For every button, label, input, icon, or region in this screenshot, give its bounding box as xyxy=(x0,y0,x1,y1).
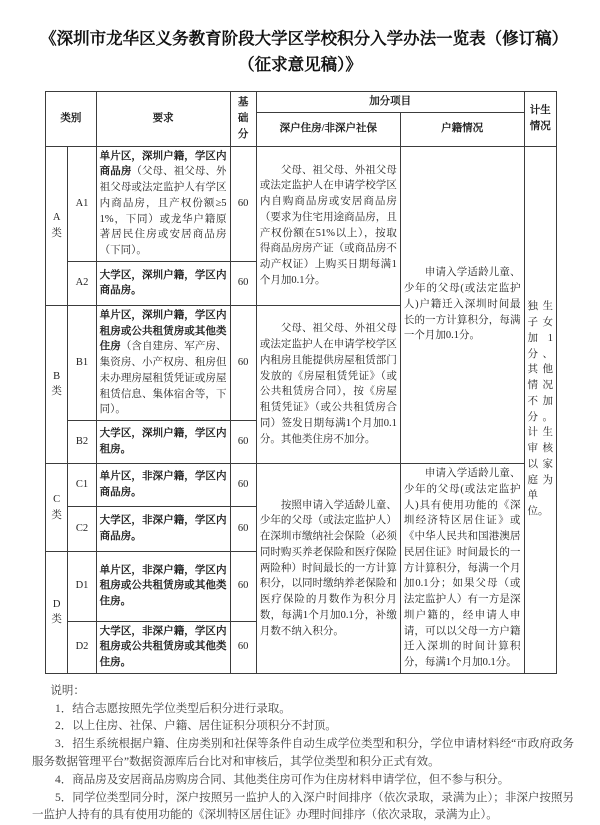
requirement-c1 xyxy=(96,464,230,507)
requirement-d1 xyxy=(96,552,230,622)
header-bonus-housing: 深户住房/非深户社保 xyxy=(256,112,400,146)
bonus-housing-cd-text: 按照申请入学适龄儿童、少年的父母（或法定监护人）在深圳市缴纳社会保险（必须同时购买养老保险和医疗保险两险种）时间最长的一方计算积分，以同时缴纳养老保险和医疗保险的月数作为积分月数，每满1个月加0.1分，补缴月数不纳入积分。 xyxy=(259,499,397,637)
category-b-label: B类 xyxy=(46,305,68,463)
bonus-hukou-ab xyxy=(400,146,524,464)
admission-score-table xyxy=(45,91,557,674)
notes-section xyxy=(32,683,574,825)
requirement-c1-main: 单片区，非深户籍，学区内商品房。 xyxy=(99,471,227,499)
header-requirement: 要求 xyxy=(96,91,230,146)
header-bonus-hukou: 户籍情况 xyxy=(400,112,524,146)
requirement-d2-main: 大学区，非深户籍，学区内租房或公共租赁房或其他类住房。 xyxy=(99,625,227,669)
bonus-housing-cd xyxy=(256,464,400,674)
base-score-b2: 60 xyxy=(230,421,256,464)
requirement-a1-main: 单片区，深圳户籍，学区内商品房 xyxy=(99,150,227,178)
base-score-d2: 60 xyxy=(230,621,256,673)
bonus-hukou-cd xyxy=(400,464,524,674)
requirement-b2-main: 大学区，深圳户籍，学区内租房。 xyxy=(99,428,227,456)
code-a1: A1 xyxy=(68,146,96,261)
table-row-a1 xyxy=(46,146,557,261)
header-bonus-group: 加分项目 xyxy=(256,91,524,112)
requirement-b2 xyxy=(96,421,230,464)
table-header-row-1 xyxy=(46,91,557,112)
requirement-b1-main: 单片区，深圳户籍，学区内租房或公共租赁房或其他类住房 xyxy=(99,309,227,353)
bonus-hukou-cd-text: 申请入学适龄儿童、少年的父母(或法定监护人)具有使用功能的《深圳经济特区居住证》或《中华人民共和国港澳居民居住证》时间最长的一方计算积分，每满一个月加0.1分；如果父母（或法定监护人）有一方是深圳户籍的，经申请人申请，可以以父母一方户籍迁入深圳的时间计算积分，每满1个月加0.1分。 xyxy=(403,468,521,669)
requirement-b1-detail: （含自建房、军产房、集资房、小产权房、租房但未办理房屋租赁凭证或房屋租赁信息、集体宿舍等，下同）。 xyxy=(99,341,227,416)
code-d2: D2 xyxy=(68,621,96,673)
requirement-b1 xyxy=(96,305,230,420)
header-base-score: 基础分 xyxy=(230,91,256,146)
base-score-b1: 60 xyxy=(230,305,256,420)
requirement-c2-main: 大学区，非深户籍，学区内商品房。 xyxy=(99,515,227,543)
note-4: 4．商品房及安居商品房购房合同、其他类住房可作为住房材料申请学位，但不参与积分。 xyxy=(55,773,510,786)
requirement-c2 xyxy=(96,507,230,552)
base-score-a2: 60 xyxy=(230,261,256,305)
base-score-c2: 60 xyxy=(230,507,256,552)
code-c1: C1 xyxy=(68,464,96,507)
header-category: 类别 xyxy=(46,91,97,146)
bonus-housing-b-text: 父母、祖父母、外祖父母或法定监护人在申请学校学区内租房且能提供房屋租赁部门发放的《房屋租赁凭证》（或公共租赁房合同），按《房屋租赁凭证》（或公共租赁房合同）签发日期每满1个月加0.1分。其他类住房不加分。 xyxy=(259,323,397,445)
bonus-housing-a-text: 父母、祖父母、外祖父母或法定监护人在申请学校学区内自购商品房或安居商品房（要求为住宅用途商品房，且产权份额在51%以上），按取得商品房房产证（或商品房不动产权证）上购买日期每满1个月加0.1分。 xyxy=(259,164,397,286)
bonus-hukou-ab-text: 申请入学适龄儿童、少年的父母(或法定监护人)户籍迁入深圳时间最长的一方计算积分，每满一个月加0.1分。 xyxy=(403,267,521,342)
requirement-a2-main: 大学区，深圳户籍，学区内商品房。 xyxy=(99,269,227,297)
family-planning-cell: 独生子女加1分、其他情况不加分。计生审核以家庭为单位。 xyxy=(524,146,556,673)
note-1: 1．结合志愿按照先学位类型后积分进行录取。 xyxy=(55,702,291,715)
category-c-label: C类 xyxy=(46,464,68,552)
bonus-housing-b xyxy=(256,305,400,463)
note-3: 3．招生系统根据户籍、住房类别和社保等条件自动生成学位类型和积分，学位申请材料经“市政府政务服务数据管理平台”数据资源库后台比对和审核后，其学位类型和积分正式有效。 xyxy=(32,738,574,769)
requirement-a1-detail: （父母、祖父母、外祖父母或法定监护人有学区内商品房，且产权份额≥51%，下同）或龙华户籍原著居民住房或安居商品房（下同）。 xyxy=(99,166,227,257)
requirement-d1-main: 单片区，非深户籍，学区内租房或公共租赁房或其他类住房。 xyxy=(99,564,227,608)
code-c2: C2 xyxy=(68,507,96,552)
requirement-a1 xyxy=(96,146,230,261)
bonus-housing-a xyxy=(256,146,400,305)
code-b1: B1 xyxy=(68,305,96,420)
code-b2: B2 xyxy=(68,421,96,464)
requirement-d2 xyxy=(96,621,230,673)
note-5: 5．同学位类型同分时，深户按照另一监护人的入深户时间排序（依次录取，录满为止）；非深户按照另一监护人持有的具有使用功能的《深圳特区居住证》办理时间排序（依次录取，录满为止）。 xyxy=(32,791,574,822)
base-score-d1: 60 xyxy=(230,552,256,622)
requirement-a2 xyxy=(96,261,230,305)
document-title: 《深圳市龙华区义务教育阶段大学区学校积分入学办法一览表（修订稿）（征求意见稿）》 xyxy=(40,29,560,75)
category-d-label: D类 xyxy=(46,552,68,674)
category-a-label: A类 xyxy=(46,146,68,305)
base-score-a1: 60 xyxy=(230,146,256,261)
base-score-c1: 60 xyxy=(230,464,256,507)
header-family-planning: 计生情况 xyxy=(524,91,556,146)
code-a2: A2 xyxy=(68,261,96,305)
table-row-c1 xyxy=(46,464,557,507)
note-2: 2．以上住房、社保、户籍、居住证积分项积分不封顶。 xyxy=(55,720,337,733)
code-d1: D1 xyxy=(68,552,96,622)
notes-label: 说明： xyxy=(50,684,85,697)
